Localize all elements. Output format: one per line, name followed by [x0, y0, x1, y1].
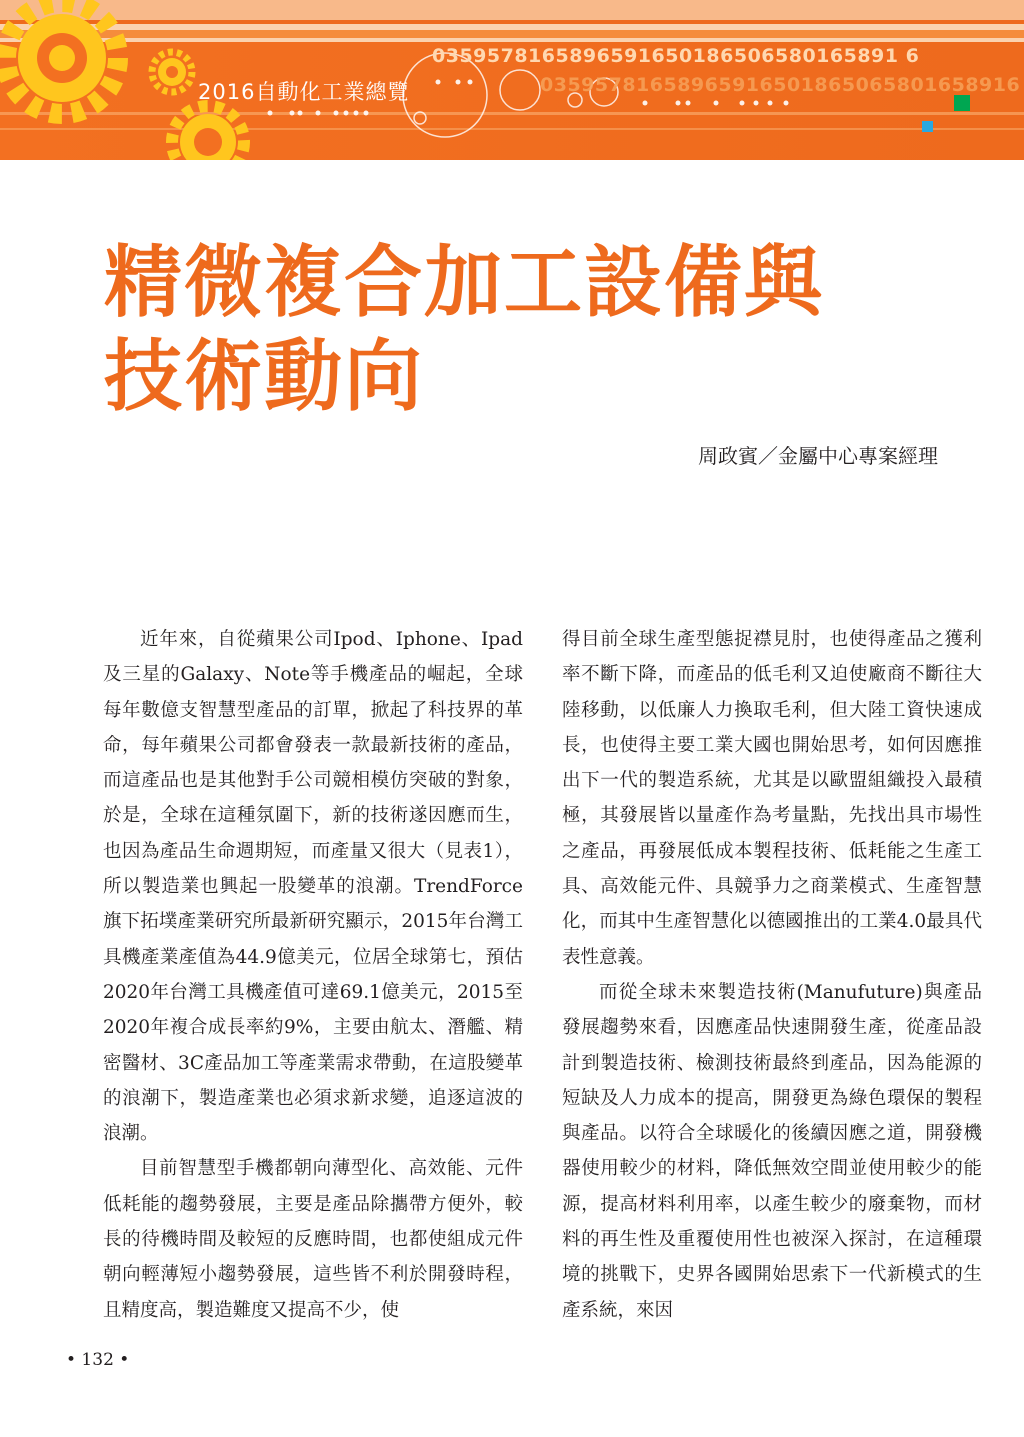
paragraph: 目前智慧型手機都朝向薄型化、高效能、元件低耗能的趨勢發展，主要是產品除攜帶方便外，較長的待機時間及較短的反應時間，也都使組成元件朝向輕薄短小趨勢發展，這些皆不利於開發時程，且精度高，製造難度又提高不少，使: [103, 1158, 523, 1321]
header-banner: [0, 0, 1024, 160]
decorative-digits-2: 03595781658965916501865065801658916: [540, 74, 1021, 96]
paragraph: 得目前全球生產型態捉襟見肘，也使得產品之獲利率不斷下降，而產品的低毛利又迫使廠商不斷往大陸移動，以低廉人力換取毛利，但大陸工資快速成長，也使得主要工業大國也開始思考，如何因應推出下一代的製造系統，尤其是以歐盟組織投入最積極，其發展皆以量產作為考量點，先找出具市場性之產品，再發展低成本製程技術、低耗能之生產工具、高效能元件、具競爭力之商業模式、生產智慧化，而其中生產智慧化以德國推出的工業4.0最具代表性意義。: [562, 629, 982, 968]
page-title: [104, 236, 924, 424]
title-line-2: 技術動向: [104, 332, 425, 422]
title-line-1: 精微複合加工設備與: [104, 238, 825, 328]
paragraph: 而從全球未來製造技術(Manufuture)與產品發展趨勢來看，因應產品快速開發生產，從產品設計到製造技術、檢測技術最終到產品，因為能源的短缺及人力成本的提高，開發更為綠色環保的製程與產品。以符合全球暖化的後續因應之道，開發機器使用較少的材料，降低無效空間並使用較少的能源，提高材料利用率，以產生較少的廢棄物，而材料的再生性及重覆使用性也被深入探討，在這種環境的挑戰下，史界各國開始思索下一代新模式的生產系統，來因: [562, 981, 982, 1321]
decorative-digits-1: 0359578165896591650186506580165891 6: [432, 45, 920, 67]
left-column: [103, 622, 523, 1328]
green-square: [954, 95, 970, 111]
paragraph: 近年來，自從蘋果公司Ipod、Iphone、Ipad及三星的Galaxy、Note等手機產品的崛起，全球每年數億支智慧型產品的訂單，掀起了科技界的革命，每年蘋果公司都會發表一款最新技術的產品，而這產品也是其他對手公司競相模仿突破的對象，於是，全球在這種氛圍下，新的技術遂因應而生，也因為產品生命週期短，而產量又很大（見表1），所以製造業也興起一股變革的浪潮。TrendForce旗下拓墣產業研究所最新研究顯示，2015年台灣工具機產業產值為44.9億美元，位居全球第七，預估2020年台灣工具機產值可達69.1億美元，2015至2020年複合成長率約9%，主要由航太、潛艦、精密醫材、3C產品加工等產業需求帶動，在這股變革的浪潮下，製造產業也必須求新求變，追逐這波的浪潮。: [103, 629, 523, 1145]
blue-square: [922, 121, 933, 132]
right-column: [562, 622, 982, 1328]
page-number: • 132 •: [66, 1350, 130, 1370]
section-title: 2016自動化工業總覽: [198, 80, 410, 104]
author-byline: 周政賓／金屬中心專案經理: [698, 444, 938, 468]
